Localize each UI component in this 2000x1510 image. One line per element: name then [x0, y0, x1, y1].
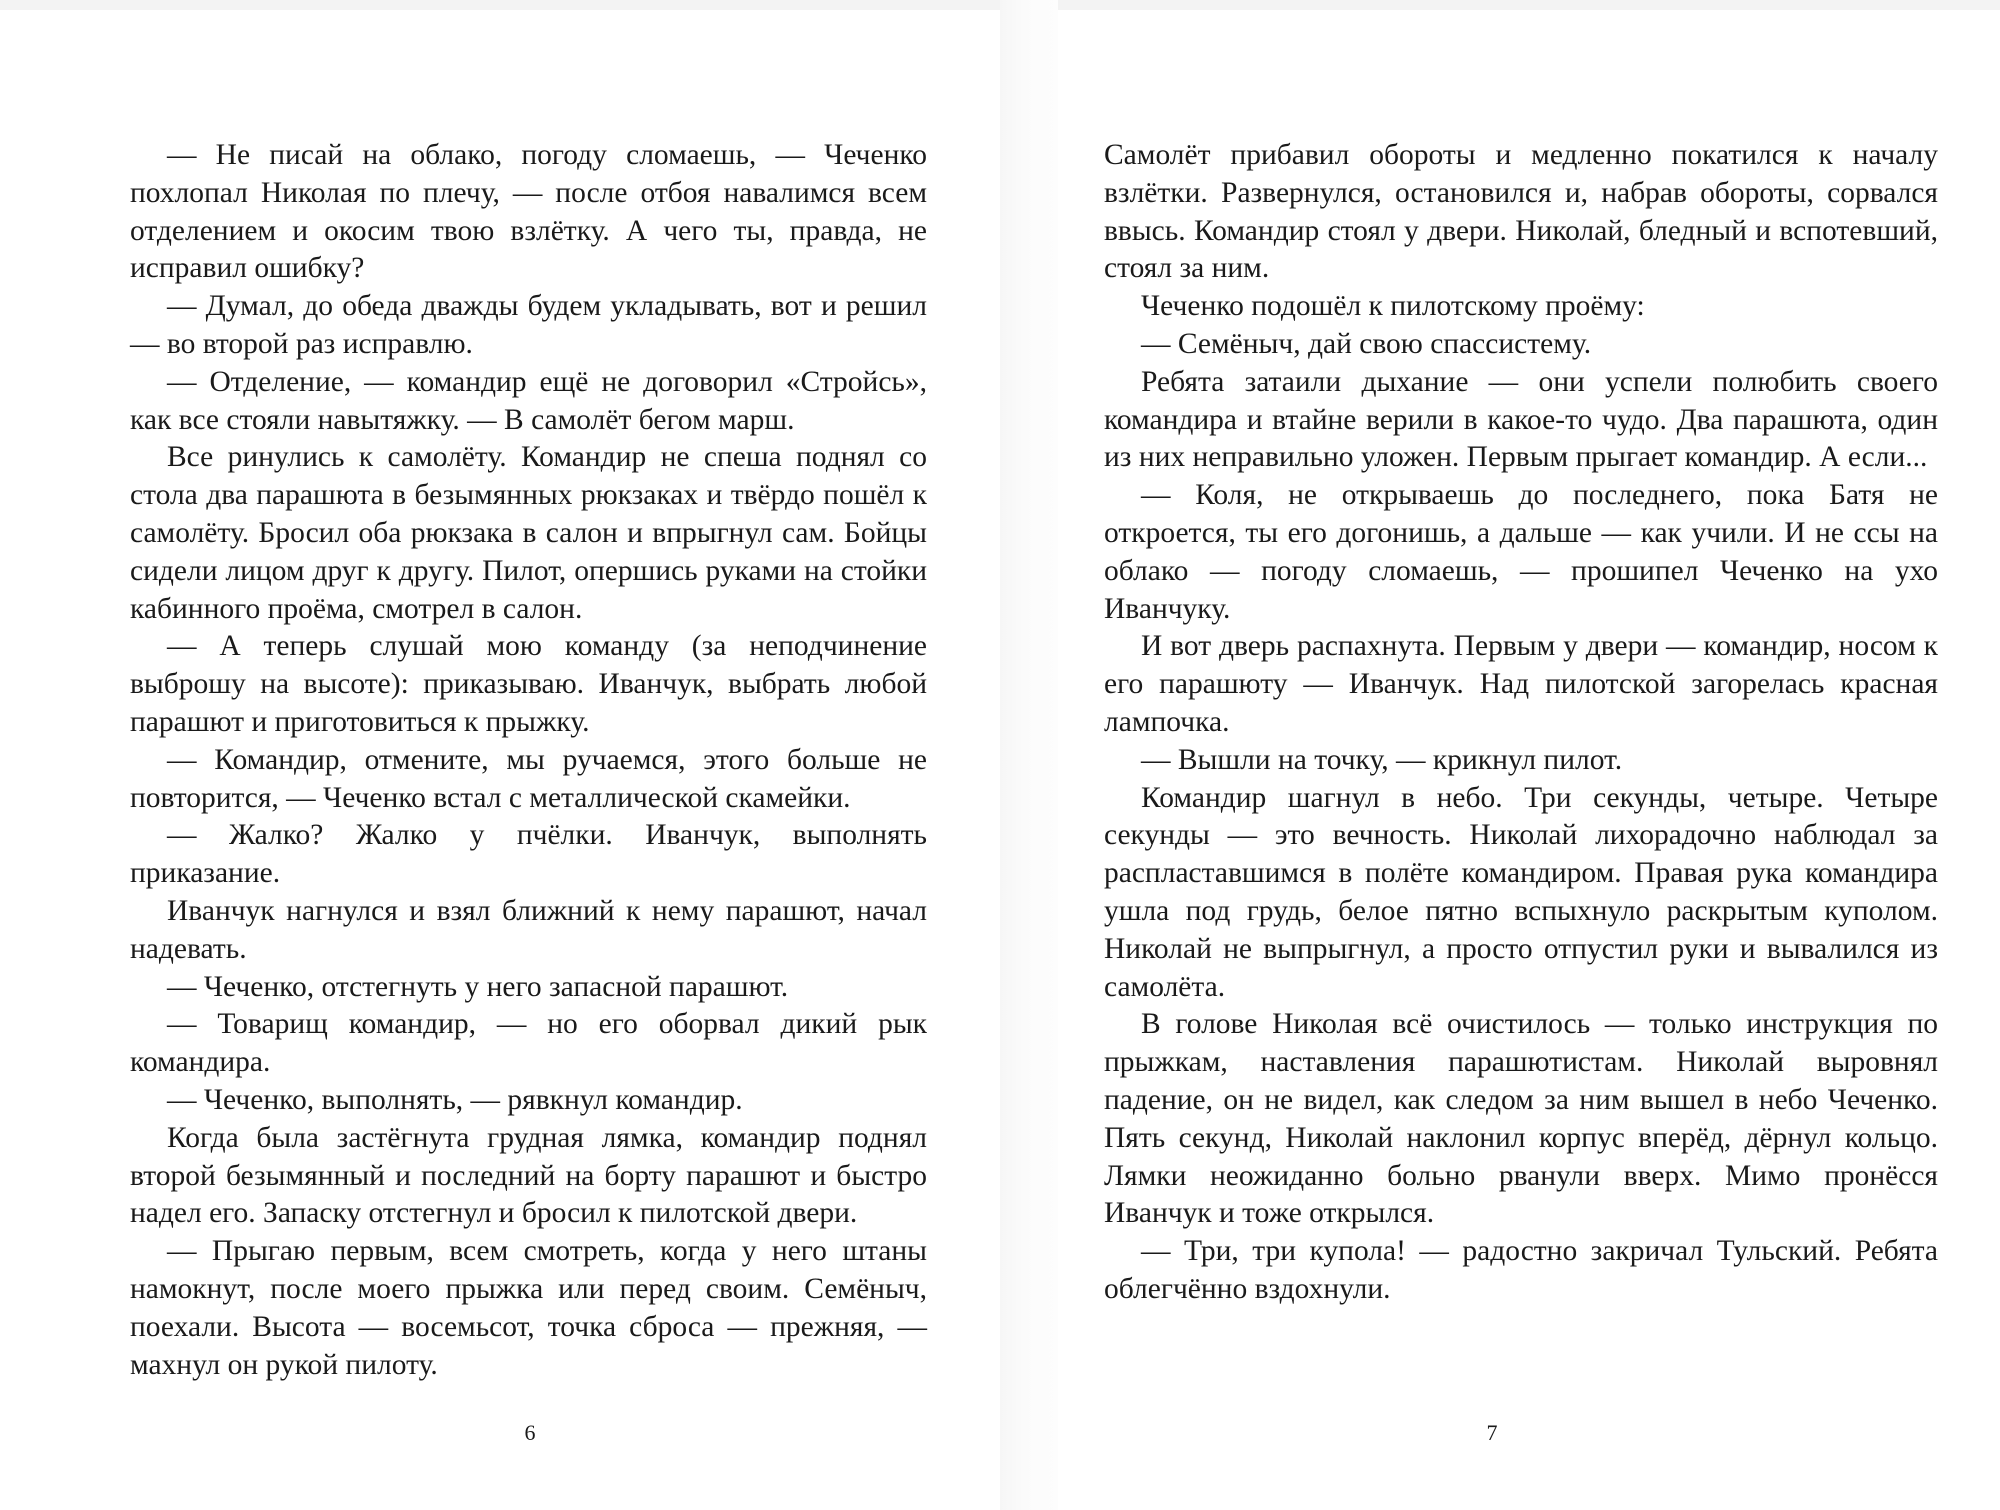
- paragraph: — А теперь слушай мою команду (за неподчинение выброшу на высоте): приказываю. Иванчук, выбрать любой парашют и приготовиться к прыжку.: [130, 630, 927, 738]
- paragraph: — Коля, не открываешь до последнего, пока Батя не откроется, ты его догонишь, а дальше — как учили. И не ссы на облако — погоду сломаешь, — прошипел Чеченко на ухо Иванчуку.: [1104, 479, 1938, 625]
- page-number-right: 7: [1486, 1420, 1498, 1445]
- paragraph: Когда была застёгнута грудная лямка, командир поднял второй безымянный и последний на борту парашют и быстро надел его. Запаску отстегнул и бросил к пилотской двери.: [130, 1121, 927, 1230]
- paragraph: — Вышли на точку, — крикнул пилот.: [1141, 743, 1623, 776]
- page-number-left: 6: [524, 1420, 536, 1445]
- paragraph: — Командир, отмените, мы ручаемся, этого больше не повторится, — Чеченко встал с металлической скамейки.: [130, 743, 927, 814]
- paragraph: — Чеченко, выполнять, — рявкнул командир.: [167, 1083, 743, 1116]
- paragraph: Самолёт прибавил обороты и медленно покатился к началу взлётки. Развернулся, остановился и, набрав обороты, сорвался ввысь. Командир стоял у двери. Николай, бледный и вспотевший, стоял за ним.: [1104, 139, 1938, 285]
- paragraph: — Жалко? Жалко у пчёлки. Иванчук, выполнять приказание.: [130, 819, 927, 890]
- paragraph: В голове Николая всё очистилось — только инструкция по прыжкам, наставления парашютистам. Николай выровнял падение, он не видел, как следом за ним вышел в небо Чеченко. Пять секунд, Николай наклонил корпус вперёд, дёрнул кольцо. Лямки неожиданно больно рванули вверх. Мимо пронёсся Иванчук и тоже открылся.: [1104, 1008, 1938, 1230]
- paragraph: Ребята затаили дыхание — они успели полюбить своего командира и втайне верили в какое-то чудо. Два парашюта, один из них неправильно уложен. Первым прыгает командир. А если...: [1104, 365, 1938, 474]
- paragraph: И вот дверь распахнута. Первым у двери — командир, носом к его парашюту — Иванчук. Над пилотской загорелась красная лампочка.: [1104, 630, 1938, 738]
- paragraph: — Семёныч, дай свою спассистему.: [1141, 327, 1592, 360]
- paragraph: — Отделение, — командир ещё не договорил «Стройсь», как все стояли навытяжку. — В самолёт бегом марш.: [130, 365, 927, 436]
- paragraph: Иванчук нагнулся и взял ближний к нему парашют, начал надевать.: [130, 894, 927, 965]
- book-gutter: [1000, 0, 1058, 1510]
- paragraph: — Товарищ командир, — но его оборвал дикий рык командира.: [130, 1008, 927, 1079]
- paragraph: — Думал, до обеда дважды будем укладывать, вот и решил — во второй раз исправлю.: [130, 290, 927, 360]
- paragraph: Все ринулись к самолёту. Командир не спеша поднял со стола два парашюта в безымянных рюкзаках и твёрдо пошёл к самолёту. Бросил оба рюкзака в салон и впрыгнул сам. Бойцы сидели лицом друг к другу. Пилот, опершись руками на стойки кабинного проёма, смотрел в салон.: [130, 441, 927, 625]
- left-page-text: [130, 137, 927, 1384]
- paragraph: Чеченко подошёл к пилотскому проёму:: [1141, 290, 1645, 323]
- paragraph: — Прыгаю первым, всем смотреть, когда у него штаны намокнут, после моего прыжка или перед своим. Семёныч, поехали. Высота — восемьсот, точка сброса — прежняя, — махнул он рукой пилоту.: [130, 1235, 927, 1381]
- right-page: [1058, 0, 2000, 1510]
- paragraph: — Не писай на облако, погоду сломаешь, — Чеченко похлопал Николая по плечу, — после отбоя навалимся всем отделением и окосим твою взлётку. А чего ты, правда, не исправил ошибку?: [130, 139, 927, 285]
- paragraph: — Чеченко, отстегнуть у него запасной парашют.: [167, 970, 789, 1003]
- paragraph: Командир шагнул в небо. Три секунды, четыре. Четыре секунды — это вечность. Николай лихорадочно наблюдал за распластавшимся в полёте командиром. Правая рука командира ушла под грудь, белое пятно вспыхнуло раскрытым куполом. Николай не выпрыгнул, а просто отпустил руки и вывалился из самолёта.: [1104, 781, 1938, 1003]
- right-page-text: [1104, 137, 1938, 1309]
- paragraph: — Три, три купола! — радостно закричал Тульский. Ребята облегчённо вздохнули.: [1104, 1235, 1938, 1305]
